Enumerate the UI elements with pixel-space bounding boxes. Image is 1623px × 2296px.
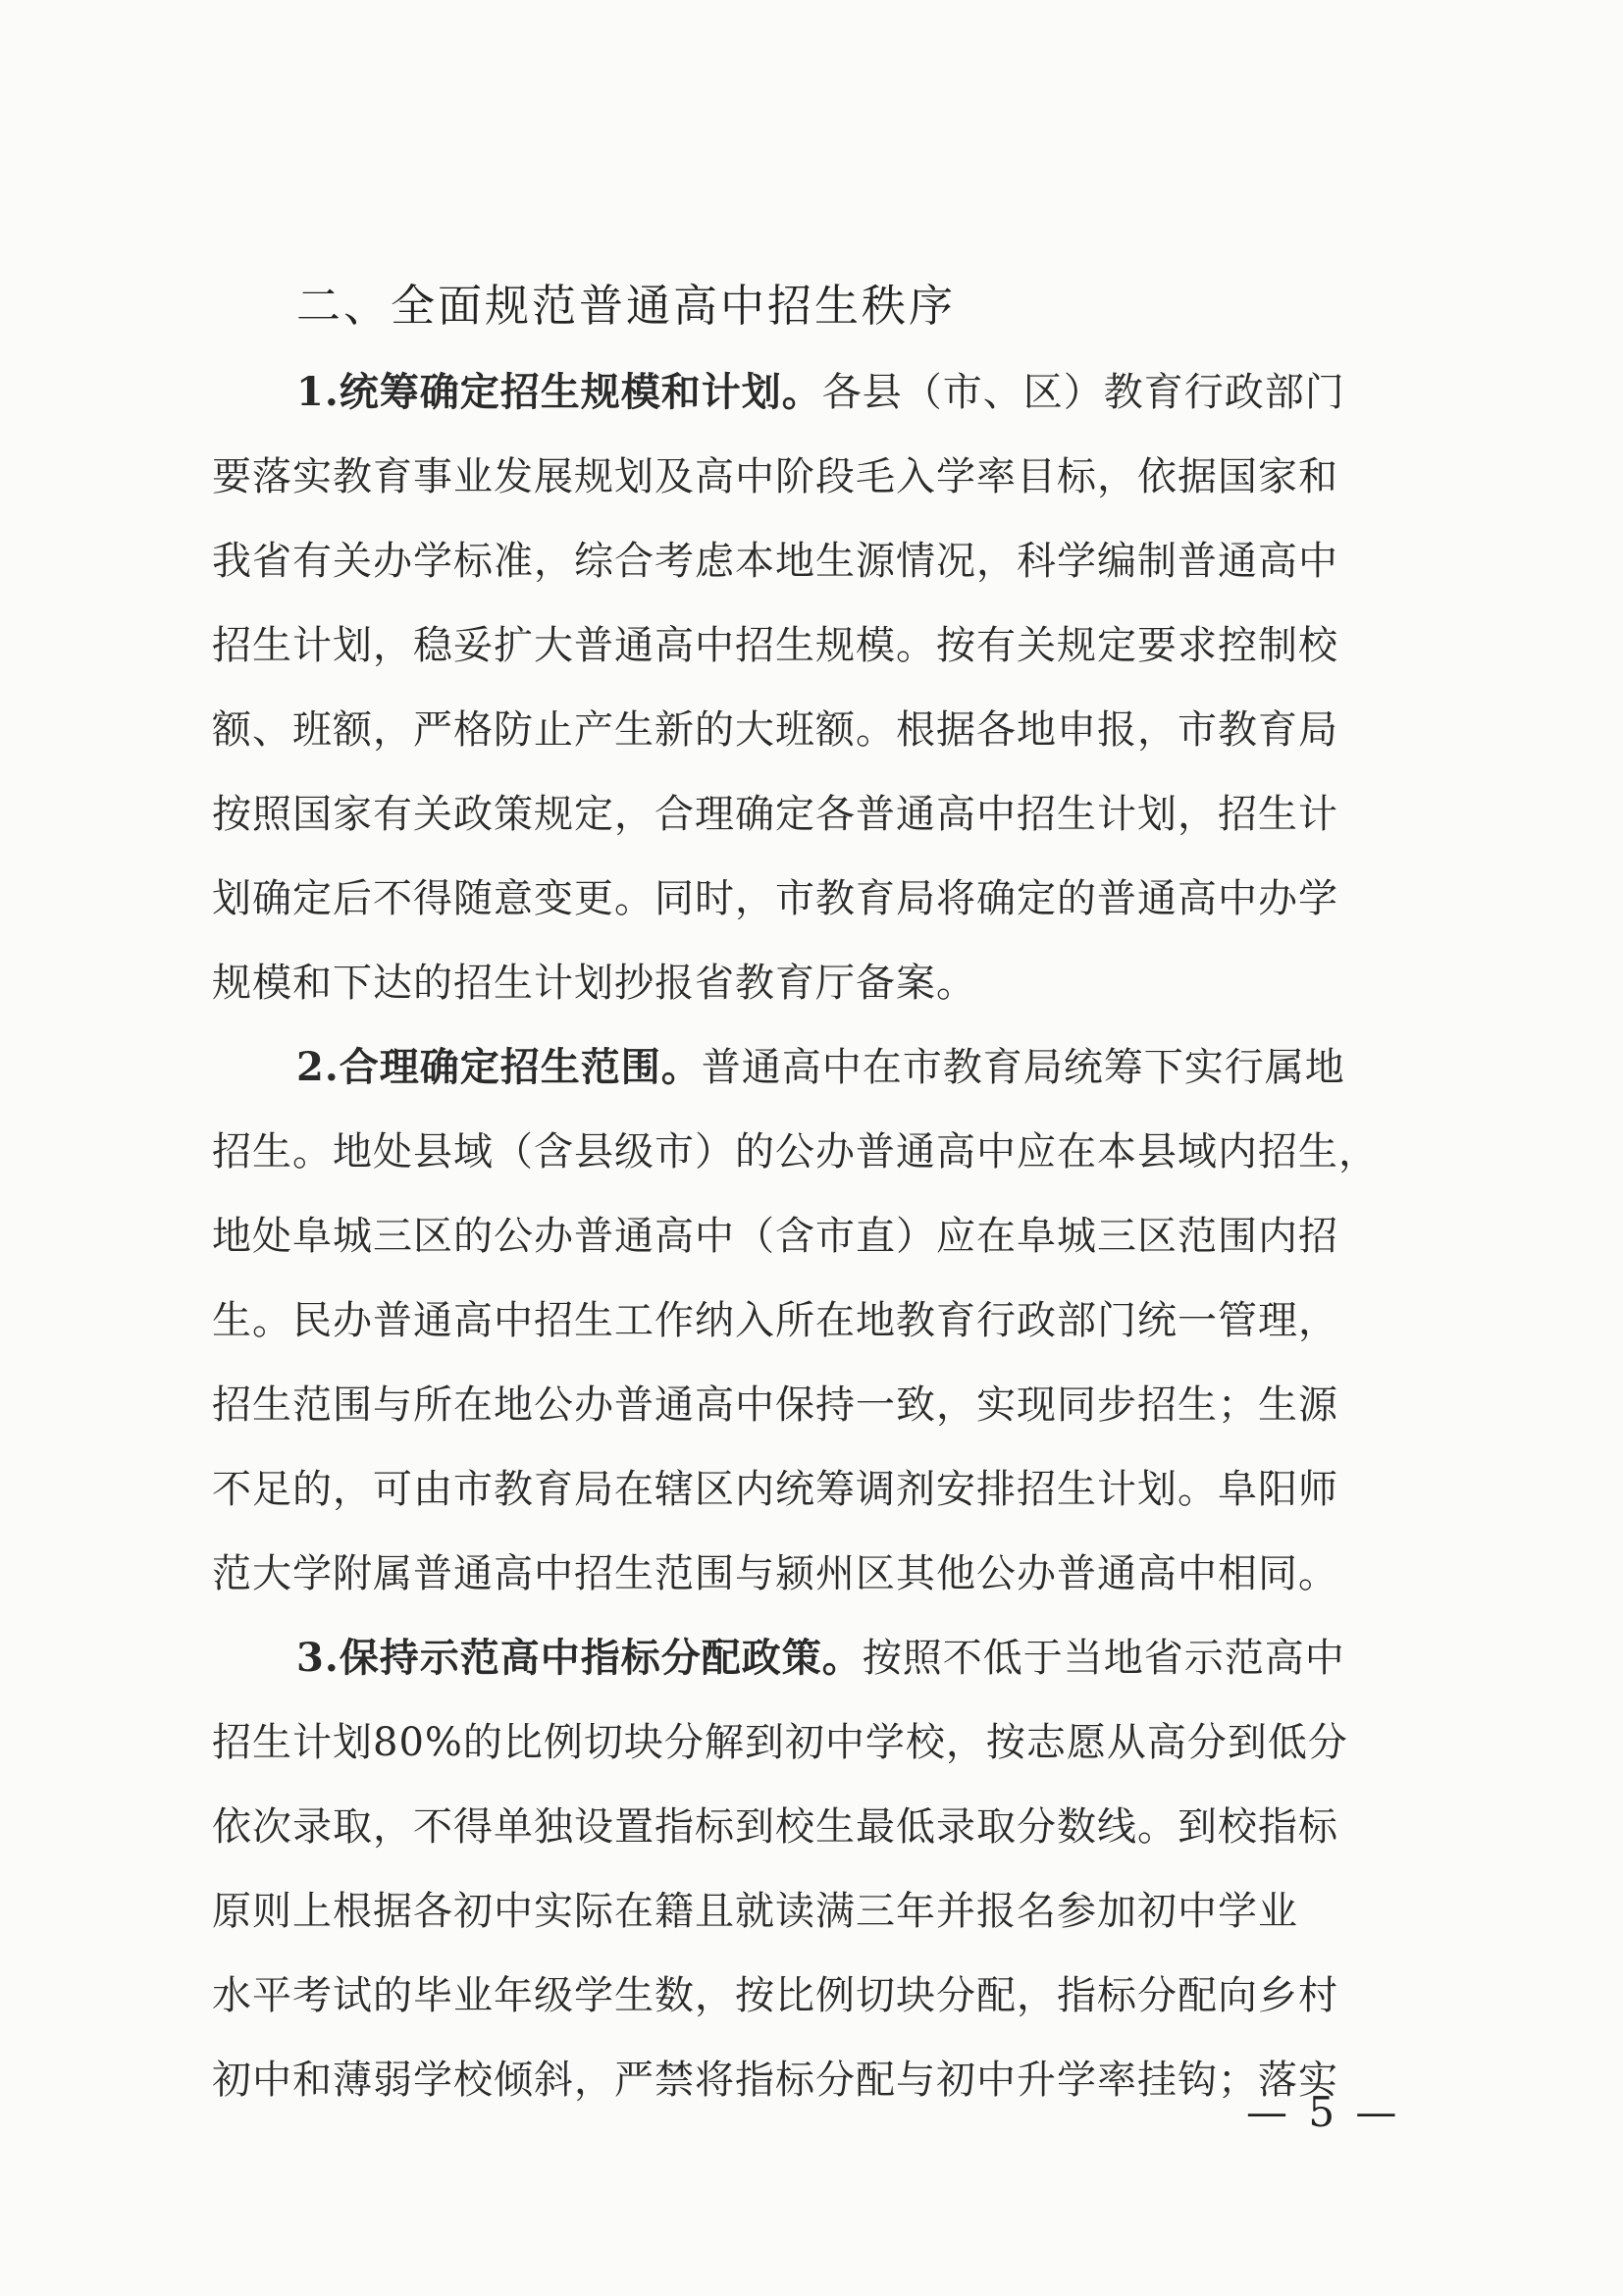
text-line: 不足的，可由市教育局在辖区内统筹调剂安排招生计划。阜阳师 xyxy=(212,1467,1338,1512)
text-line: 初中和薄弱学校倾斜，严禁将指标分配与初中升学率挂钩；落实 xyxy=(212,2058,1338,2103)
text-line: 生。民办普通高中招生工作纳入所在地教育行政部门统一管理， xyxy=(212,1298,1338,1343)
text-line: 按照国家有关政策规定，合理确定各普通高中招生计划，招生计 xyxy=(212,792,1338,837)
text-line: 地处阜城三区的公办普通高中（含市直）应在阜城三区范围内招 xyxy=(212,1214,1338,1259)
text-line: 招生范围与所在地公办普通高中保持一致，实现同步招生；生源 xyxy=(212,1383,1338,1428)
paragraph-3-first-line-text: 按照不低于当地省示范高中 xyxy=(862,1636,1345,1681)
paragraph-2-title: 2.合理确定招生范围。 xyxy=(296,1044,702,1090)
text-line: 规模和下达的招生计划抄报省教育厅备案。 xyxy=(212,961,976,1006)
paragraph-3-first-line xyxy=(296,1631,1345,1686)
paragraph-2-first-line-text: 普通高中在市教育局统筹下实行属地 xyxy=(701,1045,1345,1090)
text-line: 招生计划，稳妥扩大普通高中招生规模。按有关规定要求控制校 xyxy=(212,623,1338,668)
text-line: 招生。地处县域（含县级市）的公办普通高中应在本县域内招生， xyxy=(212,1129,1379,1174)
text-line: 额、班额，严格防止产生新的大班额。根据各地申报，市教育局 xyxy=(212,707,1338,753)
text-line: 水平考试的毕业年级学生数，按比例切块分配，指标分配向乡村 xyxy=(212,1973,1338,2018)
paragraph-1-first-line-text: 各县（市、区）教育行政部门 xyxy=(821,370,1345,415)
paragraph-1-first-line xyxy=(296,365,1345,420)
page-number: — 5 — xyxy=(1246,2088,1401,2136)
text-line: 原则上根据各初中实际在籍且就读满三年并报名参加初中学业 xyxy=(212,1889,1298,1934)
text-line: 划确定后不得随意变更。同时，市教育局将确定的普通高中办学 xyxy=(212,876,1338,921)
text-line: 范大学附属普通高中招生范围与颍州区其他公办普通高中相同。 xyxy=(212,1551,1338,1596)
paragraph-3-title: 3.保持示范高中指标分配政策。 xyxy=(296,1635,863,1681)
text-line: 依次录取，不得单独设置指标到校生最低录取分数线。到校指标 xyxy=(212,1804,1338,1850)
paragraph-1-title: 1.统筹确定招生规模和计划。 xyxy=(296,369,822,415)
paragraph-2-first-line xyxy=(296,1040,1345,1095)
text-line: 招生计划80%的比例切块分解到初中学校，按志愿从高分到低分 xyxy=(212,1720,1348,1765)
text-line: 要落实教育事业发展规划及高中阶段毛入学率目标，依据国家和 xyxy=(212,454,1338,499)
text-line: 我省有关办学标准，综合考虑本地生源情况，科学编制普通高中 xyxy=(212,539,1338,584)
section-heading: 二、全面规范普通高中招生秩序 xyxy=(296,280,957,332)
